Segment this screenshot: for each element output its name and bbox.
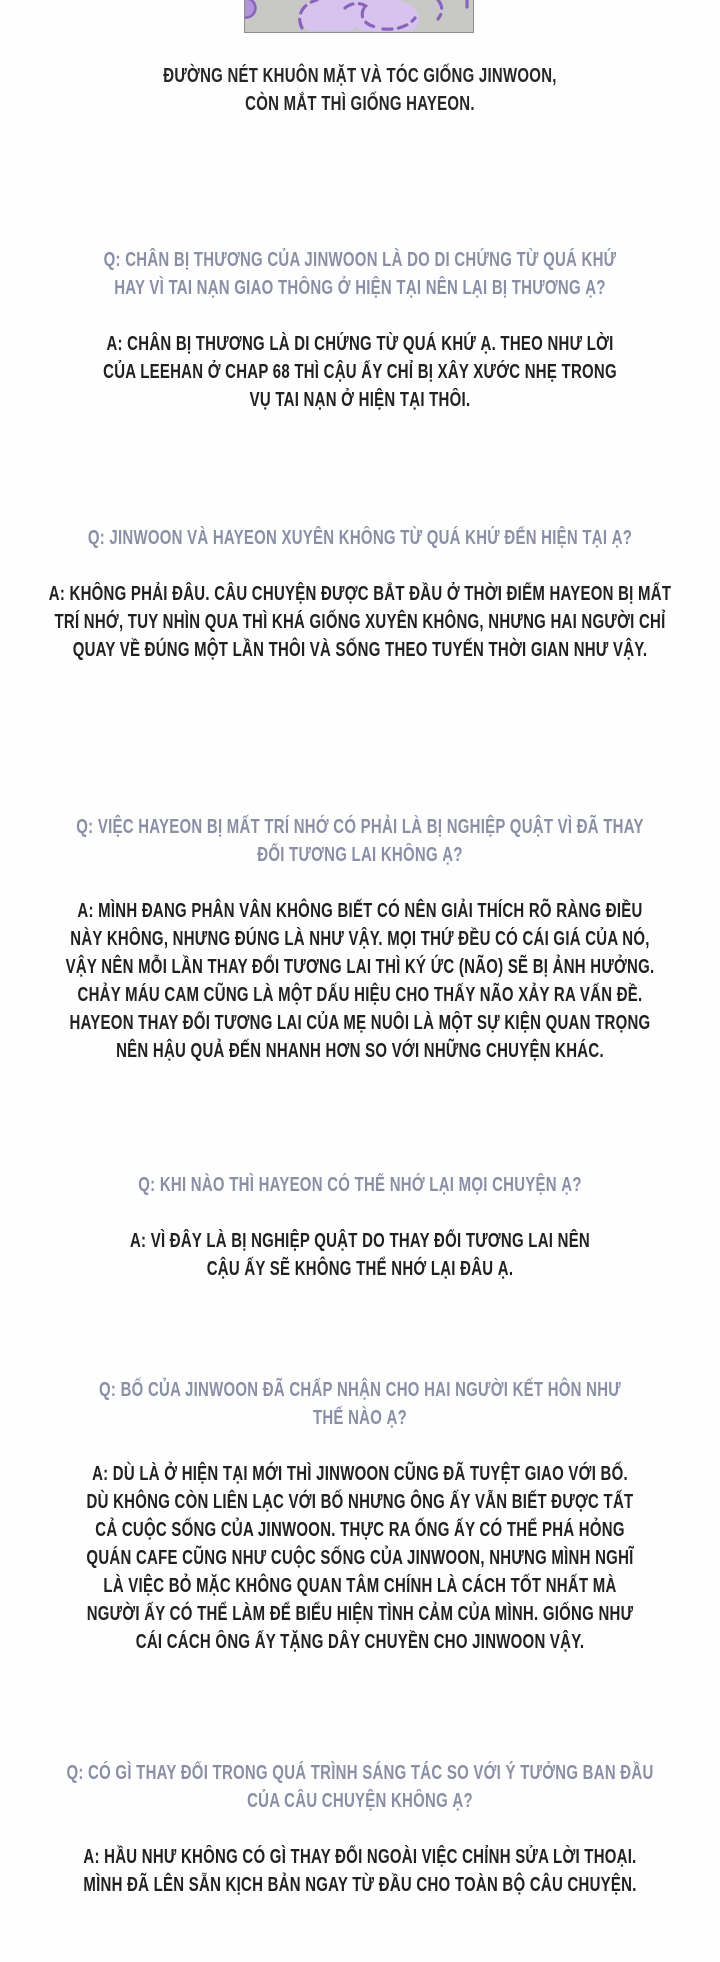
qa-pair-4 xyxy=(0,1171,720,1283)
text-line: Q: KHI NÀO THÌ HAYEON CÓ THỂ NHỚ LẠI MỌI CHUYỆN Ạ? xyxy=(138,1173,582,1196)
text-line: Q: CÓ GÌ THAY ĐỔI TRONG QUÁ TRÌNH SÁNG TÁC SO VỚI Ý TƯỞNG BAN ĐẦU xyxy=(66,1761,654,1784)
text-line: Q: BỐ CỦA JINWOON ĐÃ CHẤP NHẬN CHO HAI NGƯỜI KẾT HÔN NHƯ xyxy=(99,1378,621,1401)
text-line: LÀ VIỆC BỎ MẶC KHÔNG QUAN TÂM CHÍNH LÀ CÁCH TỐT NHẤT MÀ xyxy=(103,1574,617,1597)
text-line: HAYEON THAY ĐỔI TƯƠNG LAI CỦA MẸ NUÔI LÀ MỘT SỰ KIỆN QUAN TRỌNG xyxy=(69,1011,651,1034)
question-text xyxy=(0,1759,720,1815)
text-line: A: MÌNH ĐANG PHÂN VÂN KHÔNG BIẾT CÓ NÊN GIẢI THÍCH RÕ RÀNG ĐIỀU xyxy=(77,899,643,922)
qa-pair-5 xyxy=(0,1376,720,1656)
answer-text xyxy=(0,330,720,414)
qa-pair-3 xyxy=(0,813,720,1065)
doodle-art xyxy=(245,0,473,31)
text-line: ĐỔI TƯƠNG LAI KHÔNG Ạ? xyxy=(257,843,463,866)
text-line: CÁI CÁCH ÔNG ẤY TẶNG DÂY CHUYỀN CHO JINWOON VẬY. xyxy=(135,1630,585,1653)
text-line: A: VÌ ĐÂY LÀ BỊ NGHIỆP QUẬT DO THAY ĐỔI TƯƠNG LAI NÊN xyxy=(129,1229,591,1252)
text-line: Q: CHÂN BỊ THƯƠNG CỦA JINWOON LÀ DO DI CHỨNG TỪ QUÁ KHỨ xyxy=(103,248,617,271)
question-text xyxy=(0,246,720,302)
text-line: HAY VÌ TAI NẠN GIAO THÔNG Ở HIỆN TẠI NÊN LẠI BỊ THƯƠNG Ạ? xyxy=(114,276,606,299)
text-line: QUÁN CAFE CŨNG NHƯ CUỘC SỐNG CỦA JINWOON, NHƯNG MÌNH NGHĨ xyxy=(86,1546,634,1569)
text-line: QUAY VỀ ĐÚNG MỘT LẦN THÔI VÀ SỐNG THEO TUYẾN THỜI GIAN NHƯ VẬY. xyxy=(72,638,648,661)
text-line: ĐƯỜNG NÉT KHUÔN MẶT VÀ TÓC GIỐNG JINWOON, xyxy=(163,64,557,87)
fanart-doodle-image xyxy=(244,0,474,33)
text-line: NÊN HẬU QUẢ ĐẾN NHANH HƠN SO VỚI NHỮNG CHUYỆN KHÁC. xyxy=(116,1039,604,1062)
qa-pair-1 xyxy=(0,246,720,414)
text-line: CÒN MẮT THÌ GIỐNG HAYEON. xyxy=(245,92,475,115)
text-line: NÀY KHÔNG, NHƯNG ĐÚNG LÀ NHƯ VẬY. MỌI THỨ ĐỀU CÓ CÁI GIÁ CỦA NÓ, xyxy=(70,927,650,950)
text-line: CẬU ẤY SẼ KHÔNG THỂ NHỚ LẠI ĐÂU Ạ. xyxy=(206,1257,514,1280)
text-line: CỦA LEEHAN Ở CHAP 68 THÌ CẬU ẤY CHỈ BỊ XÂY XƯỚC NHẸ TRONG xyxy=(103,360,617,383)
text-line: MÌNH ĐÃ LÊN SẴN KỊCH BẢN NGAY TỪ ĐẦU CHO TOÀN BỘ CÂU CHUYỆN. xyxy=(83,1873,637,1896)
answer-text xyxy=(0,1460,720,1656)
caption-text xyxy=(0,62,720,118)
question-text xyxy=(0,524,720,552)
qa-pair-6 xyxy=(0,1759,720,1899)
doodle-left-blob xyxy=(245,0,256,18)
text-line: Q: JINWOON VÀ HAYEON XUYÊN KHÔNG TỪ QUÁ KHỨ ĐẾN HIỆN TẠI Ạ? xyxy=(87,526,633,549)
text-line: A: DÙ LÀ Ở HIỆN TẠI MỚI THÌ JINWOON CŨNG ĐÃ TUYỆT GIAO VỚI BỐ. xyxy=(92,1462,628,1485)
text-line: NGƯỜI ẤY CÓ THỂ LÀM ĐỂ BIỂU HIỆN TÌNH CẢM CỦA MÌNH. GIỐNG NHƯ xyxy=(86,1602,634,1625)
text-line: CẢ CUỘC SỐNG CỦA JINWOON. THỰC RA ỐNG ẤY CÓ THỂ PHÁ HỎNG xyxy=(95,1518,625,1541)
answer-text xyxy=(0,897,720,1065)
text-line: A: KHÔNG PHẢI ĐÂU. CÂU CHUYỆN ĐƯỢC BẮT ĐẦU Ở THỜI ĐIỂM HAYEON BỊ MẤT xyxy=(48,582,672,605)
answer-text xyxy=(0,580,720,664)
qa-pair-2 xyxy=(0,524,720,664)
text-line: VẬY NÊN MỖI LẦN THAY ĐỔI TƯƠNG LAI THÌ KÝ ỨC (NÃO) SẼ BỊ ẢNH HƯỞNG. xyxy=(65,955,655,978)
text-line: A: HẦU NHƯ KHÔNG CÓ GÌ THAY ĐỔI NGOÀI VIỆC CHỈNH SỬA LỜI THOẠI. xyxy=(83,1845,637,1868)
question-text xyxy=(0,1376,720,1432)
answer-text xyxy=(0,1843,720,1899)
text-line: VỤ TAI NẠN Ở HIỆN TẠI THÔI. xyxy=(249,388,471,411)
text-line: CỦA CÂU CHUYỆN KHÔNG Ạ? xyxy=(247,1789,473,1812)
text-line: THẾ NÀO Ạ? xyxy=(312,1406,408,1429)
text-line: DÙ KHÔNG CÒN LIÊN LẠC VỚI BỐ NHƯNG ÔNG ẤY VẪN BIẾT ĐƯỢC TẤT xyxy=(86,1490,634,1513)
text-line: A: CHÂN BỊ THƯƠNG LÀ DI CHỨNG TỪ QUÁ KHỨ Ạ. THEO NHƯ LỜI xyxy=(106,332,614,355)
question-text xyxy=(0,1171,720,1199)
text-line: TRÍ NHỚ, TUY NHÌN QUA THÌ KHÁ GIỐNG XUYÊN KHÔNG, NHƯNG HAI NGƯỜI CHỈ xyxy=(54,610,666,633)
text-line: CHẢY MÁU CAM CŨNG LÀ MỘT DẤU HIỆU CHO THẤY NÃO XẢY RA VẤN ĐỀ. xyxy=(77,983,643,1006)
answer-text xyxy=(0,1227,720,1283)
text-line: Q: VIỆC HAYEON BỊ MẤT TRÍ NHỚ CÓ PHẢI LÀ BỊ NGHIỆP QUẬT VÌ ĐÃ THAY xyxy=(76,815,644,838)
question-text xyxy=(0,813,720,869)
